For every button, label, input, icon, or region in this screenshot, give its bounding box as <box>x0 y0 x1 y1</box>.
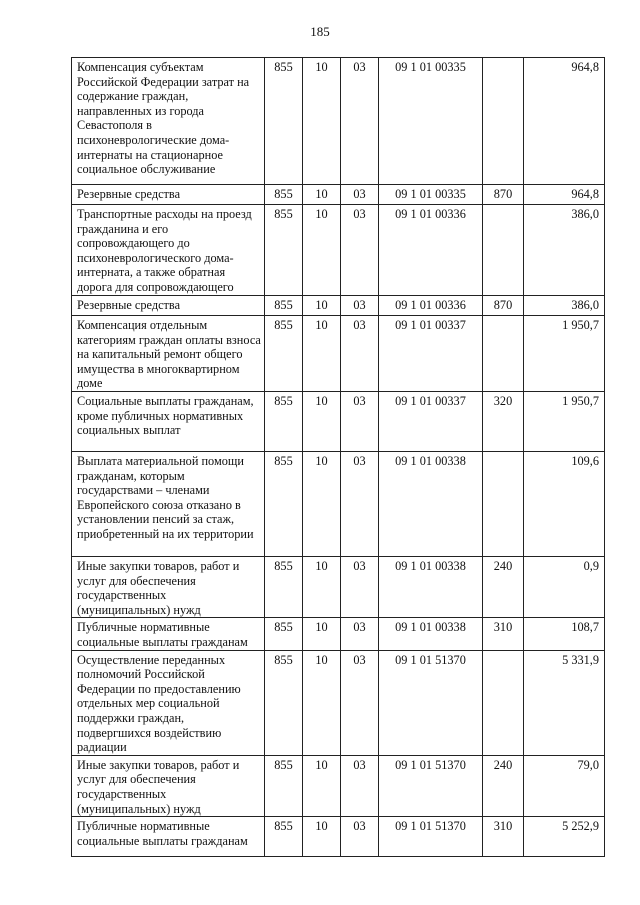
cell-subsection: 03 <box>341 452 379 557</box>
cell-ministry: 855 <box>265 205 303 296</box>
cell-ministry: 855 <box>265 755 303 816</box>
cell-ministry: 855 <box>265 452 303 557</box>
cell-section: 10 <box>303 557 341 618</box>
cell-name: Публичные нормативные социальные выплаты гражданам <box>72 618 265 650</box>
cell-expense-type: 240 <box>483 557 524 618</box>
cell-name: Резервные средства <box>72 296 265 316</box>
cell-section: 10 <box>303 58 341 185</box>
cell-subsection: 03 <box>341 755 379 816</box>
cell-expense-type <box>483 452 524 557</box>
table-row <box>72 817 605 857</box>
cell-amount: 1 950,7 <box>524 392 605 452</box>
cell-name: Компенсация субъектам Российской Федерации затрат на содержание граждан, направленных из города Севастополя в психоневрологические дома-интернаты на стационарное социальное обслуживание <box>72 58 265 185</box>
cell-target: 09 1 01 51370 <box>379 755 483 816</box>
cell-ministry: 855 <box>265 185 303 205</box>
cell-target: 09 1 01 00338 <box>379 452 483 557</box>
cell-amount: 79,0 <box>524 755 605 816</box>
cell-target: 09 1 01 00335 <box>379 58 483 185</box>
cell-subsection: 03 <box>341 618 379 650</box>
table-row <box>72 452 605 557</box>
cell-expense-type: 310 <box>483 618 524 650</box>
table-row <box>72 755 605 816</box>
cell-amount: 386,0 <box>524 205 605 296</box>
cell-target: 09 1 01 51370 <box>379 650 483 755</box>
cell-expense-type <box>483 58 524 185</box>
cell-expense-type: 310 <box>483 817 524 857</box>
cell-ministry: 855 <box>265 817 303 857</box>
cell-name: Иные закупки товаров, работ и услуг для обеспечения государственных (муниципальных) нужд <box>72 755 265 816</box>
page-number: 185 <box>310 24 330 39</box>
cell-subsection: 03 <box>341 185 379 205</box>
table-row <box>72 557 605 618</box>
cell-ministry: 855 <box>265 557 303 618</box>
cell-subsection: 03 <box>341 650 379 755</box>
cell-section: 10 <box>303 205 341 296</box>
cell-section: 10 <box>303 316 341 392</box>
cell-expense-type: 870 <box>483 296 524 316</box>
cell-expense-type <box>483 316 524 392</box>
cell-target: 09 1 01 00337 <box>379 392 483 452</box>
table-row <box>72 316 605 392</box>
cell-name: Резервные средства <box>72 185 265 205</box>
cell-section: 10 <box>303 296 341 316</box>
budget-table <box>71 57 605 857</box>
cell-ministry: 855 <box>265 392 303 452</box>
cell-target: 09 1 01 00336 <box>379 296 483 316</box>
cell-section: 10 <box>303 817 341 857</box>
table-row <box>72 185 605 205</box>
cell-ministry: 855 <box>265 650 303 755</box>
cell-name: Социальные выплаты гражданам, кроме публичных нормативных социальных выплат <box>72 392 265 452</box>
cell-subsection: 03 <box>341 316 379 392</box>
cell-target: 09 1 01 00338 <box>379 557 483 618</box>
cell-expense-type: 240 <box>483 755 524 816</box>
cell-amount: 964,8 <box>524 58 605 185</box>
cell-subsection: 03 <box>341 817 379 857</box>
cell-name: Осуществление переданных полномочий Российской Федерации по предоставлению отдельных мер социальной поддержки граждан, подвергшихся воздействию радиации <box>72 650 265 755</box>
table-row <box>72 58 605 185</box>
cell-target: 09 1 01 00336 <box>379 205 483 296</box>
cell-expense-type <box>483 205 524 296</box>
cell-section: 10 <box>303 452 341 557</box>
cell-ministry: 855 <box>265 316 303 392</box>
cell-name: Публичные нормативные социальные выплаты гражданам <box>72 817 265 857</box>
cell-amount: 386,0 <box>524 296 605 316</box>
cell-ministry: 855 <box>265 618 303 650</box>
cell-amount: 109,6 <box>524 452 605 557</box>
table-row <box>72 205 605 296</box>
cell-target: 09 1 01 00337 <box>379 316 483 392</box>
cell-expense-type: 320 <box>483 392 524 452</box>
cell-subsection: 03 <box>341 58 379 185</box>
cell-amount: 108,7 <box>524 618 605 650</box>
cell-section: 10 <box>303 392 341 452</box>
cell-section: 10 <box>303 755 341 816</box>
cell-ministry: 855 <box>265 296 303 316</box>
cell-name: Иные закупки товаров, работ и услуг для обеспечения государственных (муниципальных) нужд <box>72 557 265 618</box>
table-row <box>72 618 605 650</box>
cell-subsection: 03 <box>341 392 379 452</box>
cell-section: 10 <box>303 650 341 755</box>
cell-target: 09 1 01 00338 <box>379 618 483 650</box>
cell-subsection: 03 <box>341 557 379 618</box>
table-row <box>72 296 605 316</box>
cell-subsection: 03 <box>341 296 379 316</box>
table-row <box>72 650 605 755</box>
cell-target: 09 1 01 00335 <box>379 185 483 205</box>
cell-name: Компенсация отдельным категориям граждан оплаты взноса на капитальный ремонт общего имущества в многоквартирном доме <box>72 316 265 392</box>
cell-amount: 964,8 <box>524 185 605 205</box>
cell-ministry: 855 <box>265 58 303 185</box>
cell-name: Транспортные расходы на проезд гражданина и его сопровождающего до психоневрологического дома-интерната, а также обратная дорога для сопровождающего <box>72 205 265 296</box>
cell-amount: 1 950,7 <box>524 316 605 392</box>
cell-amount: 5 331,9 <box>524 650 605 755</box>
table-row <box>72 392 605 452</box>
cell-name: Выплата материальной помощи гражданам, которым государствами – членами Европейского союза отказано в установлении пенсий за стаж, приобретенный на их территории <box>72 452 265 557</box>
budget-table-body <box>72 58 605 857</box>
cell-amount: 0,9 <box>524 557 605 618</box>
cell-expense-type <box>483 650 524 755</box>
cell-amount: 5 252,9 <box>524 817 605 857</box>
cell-subsection: 03 <box>341 205 379 296</box>
cell-section: 10 <box>303 185 341 205</box>
cell-target: 09 1 01 51370 <box>379 817 483 857</box>
cell-expense-type: 870 <box>483 185 524 205</box>
cell-section: 10 <box>303 618 341 650</box>
